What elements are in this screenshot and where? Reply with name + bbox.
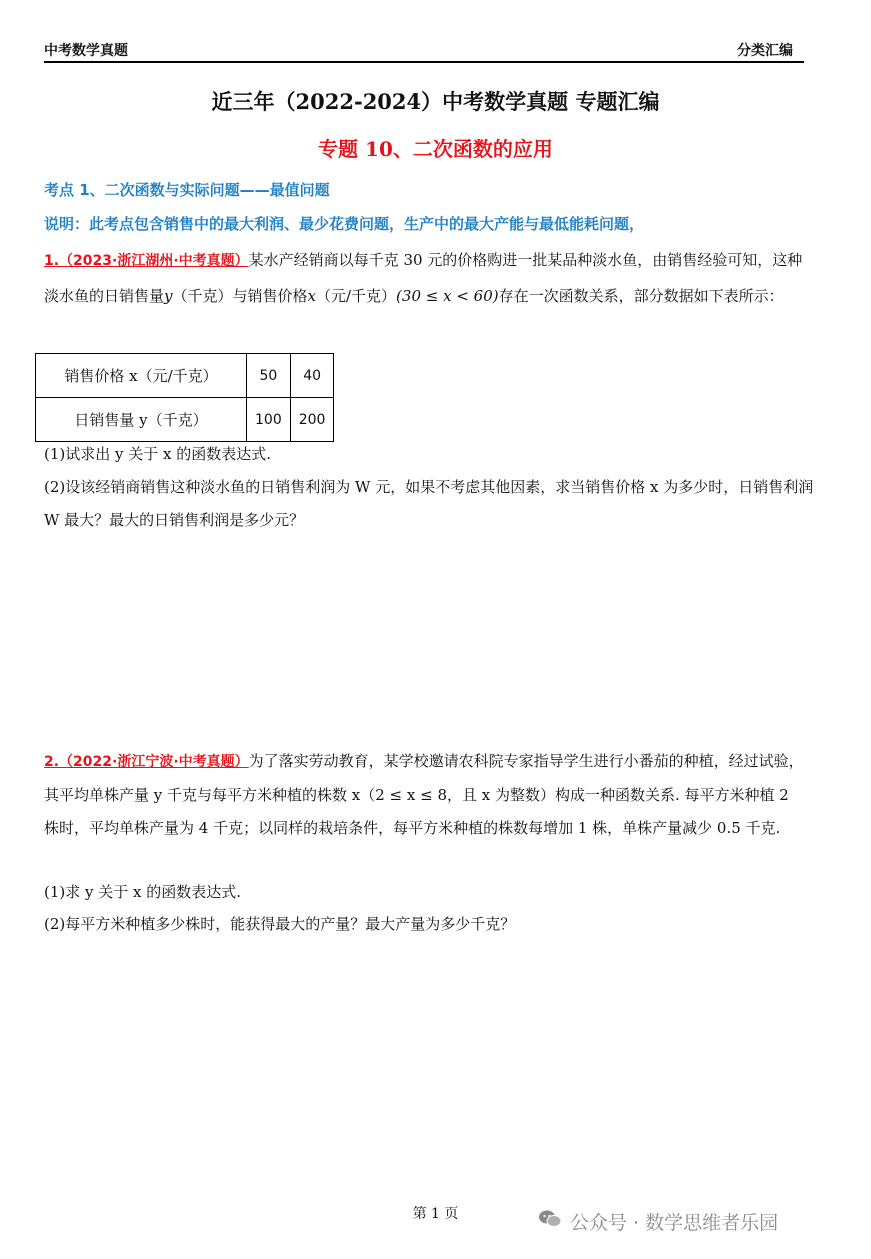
problem1-text-b: （千克）与销售价格: [172, 287, 308, 305]
problem1-source: 1.（2023·浙江湖州·中考真题）: [44, 253, 249, 269]
problem1-question-2: (2)设该经销商销售这种淡水鱼的日销售利润为 W 元，如果不考虑其他因素，求当销售价格 x 为多少时，日销售利润 W 最大？最大的日销售利润是多少元？: [44, 478, 814, 529]
header-left: 中考数学真题: [44, 43, 128, 59]
header-right: 分类汇编: [737, 43, 793, 59]
problem1-stem: [44, 243, 804, 314]
topic-subtitle: 专题 10、二次函数的应用: [318, 137, 553, 161]
problem1-text-c: （元/千克）: [315, 287, 397, 305]
table-row: [36, 398, 334, 442]
problem2-stem: [44, 745, 804, 845]
exam-point-heading: 考点 1、二次函数与实际问题——最值问题: [44, 181, 330, 199]
problem2-text: 为了落实劳动教育，某学校邀请农科院专家指导学生进行小番茄的种植，经过试验，其平均单株产量 y 千克与每平方米种植的株数 x（2 ≤ x ≤ 8，且 x 为整数）构成一种函数关系. 每平方米种植 2 株时，平均单株产量为 4 千克；以同样的栽培条件，每平方米种植的株数每增加 1 株，单株产量减少 0.5 千克.: [44, 752, 804, 837]
watermark: [538, 1208, 778, 1235]
table-cell: 40: [290, 354, 334, 398]
problem2-source: 2.（2022·浙江宁波·中考真题）: [44, 754, 249, 770]
table-row: [36, 354, 334, 398]
table-label-volume: 日销售量 y（千克）: [36, 398, 247, 442]
var-x: x: [307, 287, 316, 305]
watermark-text: 公众号 · 数学思维者乐园: [570, 1212, 779, 1234]
problem1-text-a: 某水产经销商以每千克 30 元的价格购进一批某品种淡水鱼，由销售经验可知，这种淡水鱼的日销售量: [44, 251, 803, 305]
exam-point-note: 说明：此考点包含销售中的最大利润、最少花费问题，生产中的最大产能与最低能耗问题，: [44, 215, 645, 233]
data-table: [35, 353, 334, 442]
problem1-range: (30 ≤ x < 60): [396, 287, 499, 305]
problem1-text-d: 存在一次函数关系，部分数据如下表所示：: [498, 287, 784, 305]
table-cell: 200: [290, 398, 334, 442]
page-title: 近三年（2022-2024）中考数学真题 专题汇编: [211, 89, 660, 114]
var-y: y: [164, 287, 173, 305]
table-cell: 100: [247, 398, 291, 442]
header-divider: [44, 61, 804, 63]
page-number: 第 1 页: [412, 1206, 459, 1222]
table-label-price: 销售价格 x（元/千克）: [36, 354, 247, 398]
wechat-icon: [538, 1209, 562, 1234]
problem1-question-1: (1)试求出 y 关于 x 的函数表达式.: [44, 445, 272, 463]
problem2-question-2: (2)每平方米种植多少株时，能获得最大的产量？最大产量为多少千克？: [44, 915, 516, 933]
problem2-question-1: (1)求 y 关于 x 的函数表达式.: [44, 883, 242, 901]
table-cell: 50: [247, 354, 291, 398]
